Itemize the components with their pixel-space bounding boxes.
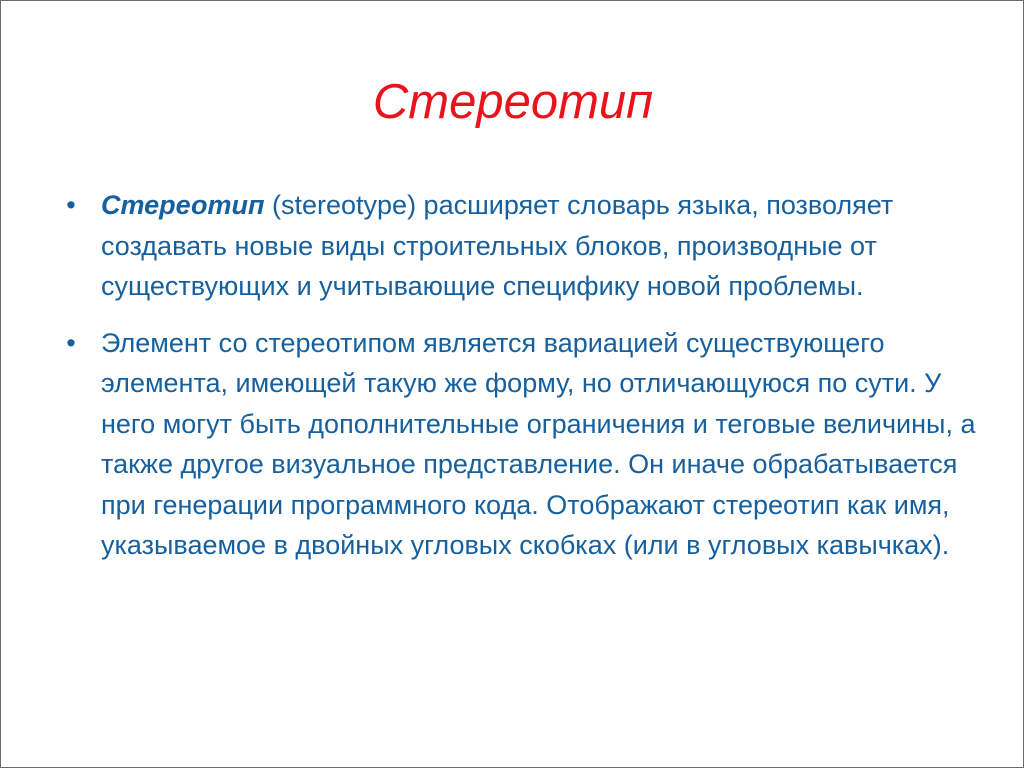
bullet-text: (stereotype) расширяет словарь языка, позволяет создавать новые виды строительных блоков, производные от существующих и учитывающие специфику новой проблемы. <box>101 190 894 301</box>
bullet-item-stereotype-definition <box>61 185 981 307</box>
bullet-dot-icon: • <box>66 190 76 220</box>
bullet-text: Элемент со стереотипом является вариацией существующего элемента, имеющей такую же форму, но отличающуюся по сути. У него могут быть дополнительные ограничения и теговые величины, а также другое визуальное представление. Он иначе обрабатывается при генерации программного кода. Отображают стереотип как имя, указываемое в двойных угловых скобках (или в угловых кавычках). <box>101 327 976 560</box>
bullet-list <box>61 185 981 582</box>
bullet-item-stereotype-element <box>61 323 981 566</box>
bullet-dot-icon: • <box>66 327 76 358</box>
bullet-term: Стереотип <box>101 190 265 220</box>
slide-title: Стереотип <box>372 75 654 129</box>
